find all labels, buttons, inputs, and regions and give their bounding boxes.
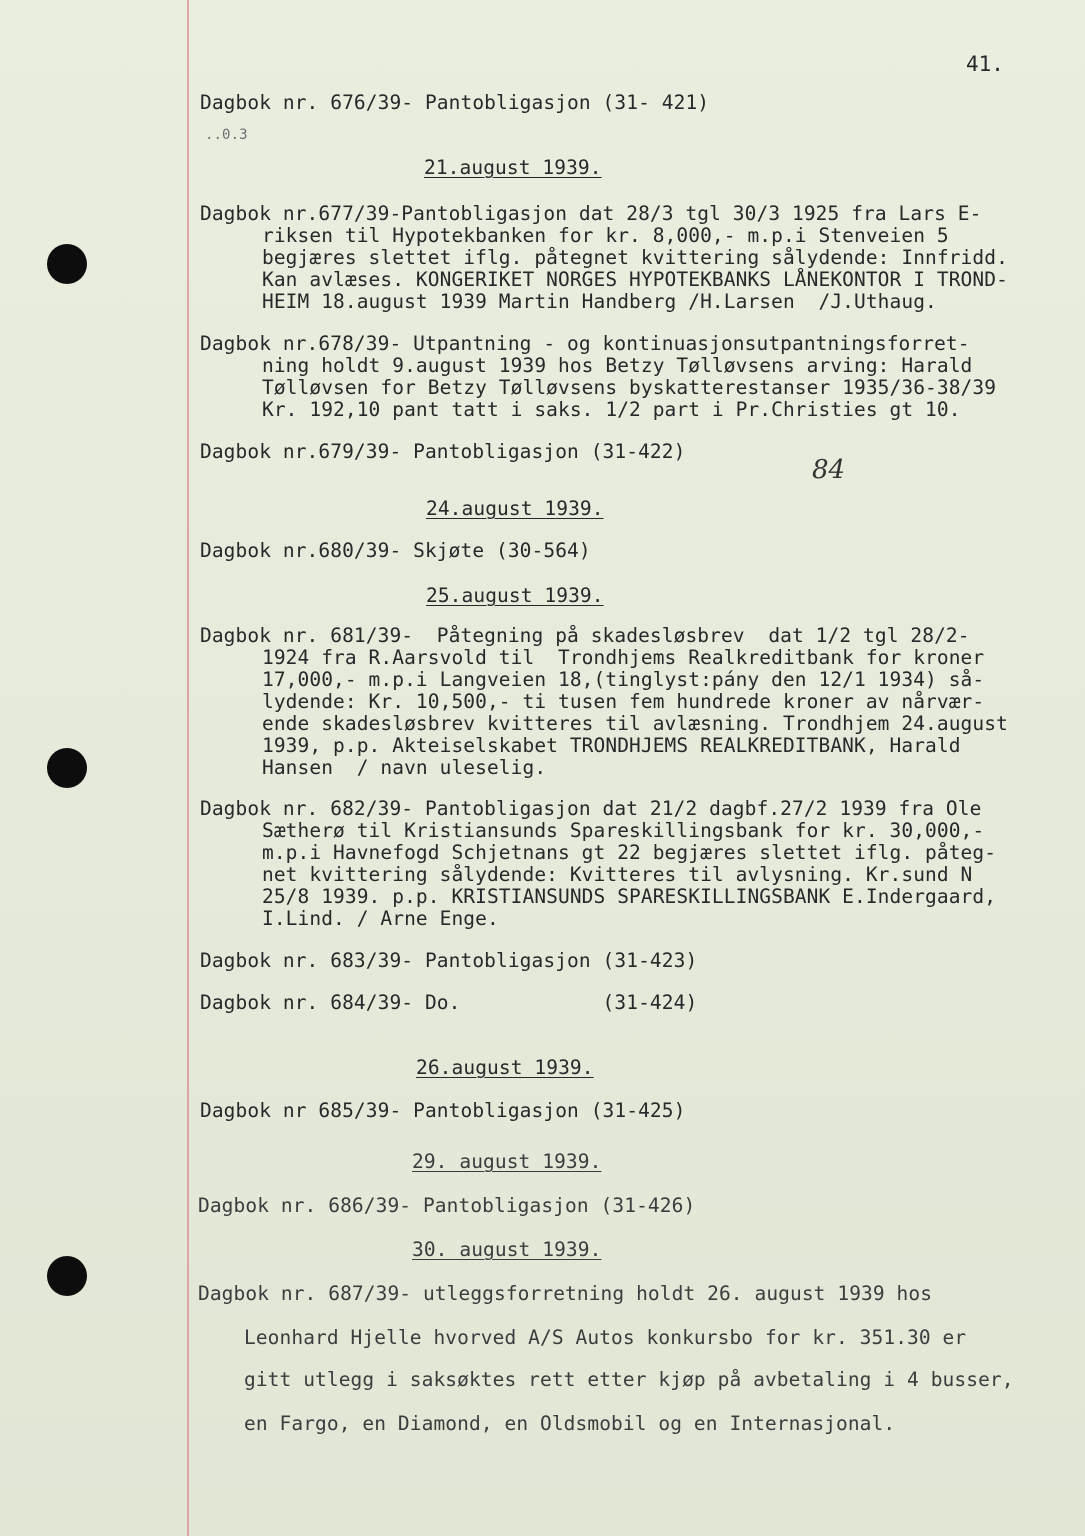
entry-677-line: HEIM 18.august 1939 Martin Handberg /H.Larsen /J.Uthaug. [262, 290, 937, 313]
entry-678-line: Kr. 192,10 pant tatt i saks. 1/2 part i Pr.Christies gt 10. [262, 398, 961, 421]
entry-682-line: 25/8 1939. p.p. KRISTIANSUNDS SPARESKILLINGSBANK E.Indergaard, [262, 885, 997, 908]
entry-678-line: Dagbok nr.678/39- Utpantning - og kontinuasjonsutpantningsforret- [200, 332, 970, 355]
page-number: 41. [966, 52, 1004, 76]
entry-686-line: Dagbok nr. 686/39- Pantobligasjon (31-426) [198, 1194, 696, 1217]
entry-682-line: Dagbok nr. 682/39- Pantobligasjon dat 21/2 dagbf.27/2 1939 fra Ole [200, 797, 982, 820]
date-heading: 29. august 1939. [412, 1150, 602, 1173]
entry-677-line: Kan avlæses. KONGERIKET NORGES HYPOTEKBANKS LÅNEKONTOR I TROND- [262, 268, 1008, 291]
entry-682-line: m.p.i Havnefogd Schjetnans gt 22 begjæres slettet iflg. påteg- [262, 841, 997, 864]
entry-681-line: ende skadesløsbrev kvitteres til avlæsning. Trondhjem 24.august [262, 712, 1008, 735]
entry-682-line: Sætherø til Kristiansunds Spareskillingsbank for kr. 30,000,- [262, 819, 985, 842]
date-heading: 26.august 1939. [416, 1056, 594, 1079]
punch-hole [47, 244, 87, 284]
date-heading: 30. august 1939. [412, 1238, 602, 1261]
entry-687-line: Dagbok nr. 687/39- utleggsforretning holdt 26. august 1939 hos [198, 1282, 933, 1305]
date-heading: 24.august 1939. [426, 497, 604, 520]
entry-682-line: I.Lind. / Arne Enge. [262, 907, 499, 930]
entry-683-line: Dagbok nr. 683/39- Pantobligasjon (31-423) [200, 949, 698, 972]
margin-rule [187, 0, 189, 1536]
entry-681-line: lydende: Kr. 10,500,- ti tusen fem hundrede kroner av nårvær- [262, 690, 985, 713]
entry-682-line: net kvittering sålydende: Kvitteres til avlysning. Kr.sund N [262, 863, 973, 886]
stamp-text: ..0.3 [205, 127, 248, 143]
date-heading: 21.august 1939. [424, 156, 602, 179]
entry-687-line: Leonhard Hjelle hvorved A/S Autos konkursbo for kr. 351.30 er [244, 1326, 967, 1349]
entry-677-line: Dagbok nr.677/39-Pantobligasjon dat 28/3 tgl 30/3 1925 fra Lars E- [200, 202, 982, 225]
punch-hole [47, 1256, 87, 1296]
margin-mark: 84 [812, 455, 846, 485]
entry-684-line: Dagbok nr. 684/39- Do. (31-424) [200, 991, 698, 1014]
entry-681-line: 1939, p.p. Akteiselskabet TRONDHJEMS REALKREDITBANK, Harald [262, 734, 961, 757]
entry-681-line: Hansen / navn uleselig. [262, 756, 547, 779]
punch-hole [47, 748, 87, 788]
entry-681-line: 1924 fra R.Aarsvold til Trondhjems Realkreditbank for kroner [262, 646, 985, 669]
entry-676-line: Dagbok nr. 676/39- Pantobligasjon (31- 421) [200, 91, 710, 114]
entry-677-line: begjæres slettet iflg. påtegnet kvittering sålydende: Innfridd. [262, 246, 1008, 269]
entry-678-line: ning holdt 9.august 1939 hos Betzy Tølløvsens arving: Harald [262, 354, 973, 377]
entry-687-line: gitt utlegg i saksøktes rett etter kjøp på avbetaling i 4 busser, [244, 1368, 1014, 1391]
entry-681-line: 17,000,- m.p.i Langveien 18,(tinglyst:pány den 12/1 1934) så- [262, 668, 985, 691]
entry-685-line: Dagbok nr 685/39- Pantobligasjon (31-425) [200, 1099, 686, 1122]
entry-680-line: Dagbok nr.680/39- Skjøte (30-564) [200, 539, 591, 562]
entry-687-line: en Fargo, en Diamond, en Oldsmobil og en Internasjonal. [244, 1412, 896, 1435]
date-heading: 25.august 1939. [426, 584, 604, 607]
entry-678-line: Tølløvsen for Betzy Tølløvsens byskatterestanser 1935/36-38/39 [262, 376, 997, 399]
entry-681-line: Dagbok nr. 681/39- Påtegning på skadesløsbrev dat 1/2 tgl 28/2- [200, 624, 970, 647]
entry-679-line: Dagbok nr.679/39- Pantobligasjon (31-422) [200, 440, 686, 463]
entry-677-line: riksen til Hypotekbanken for kr. 8,000,- m.p.i Stenveien 5 [262, 224, 949, 247]
